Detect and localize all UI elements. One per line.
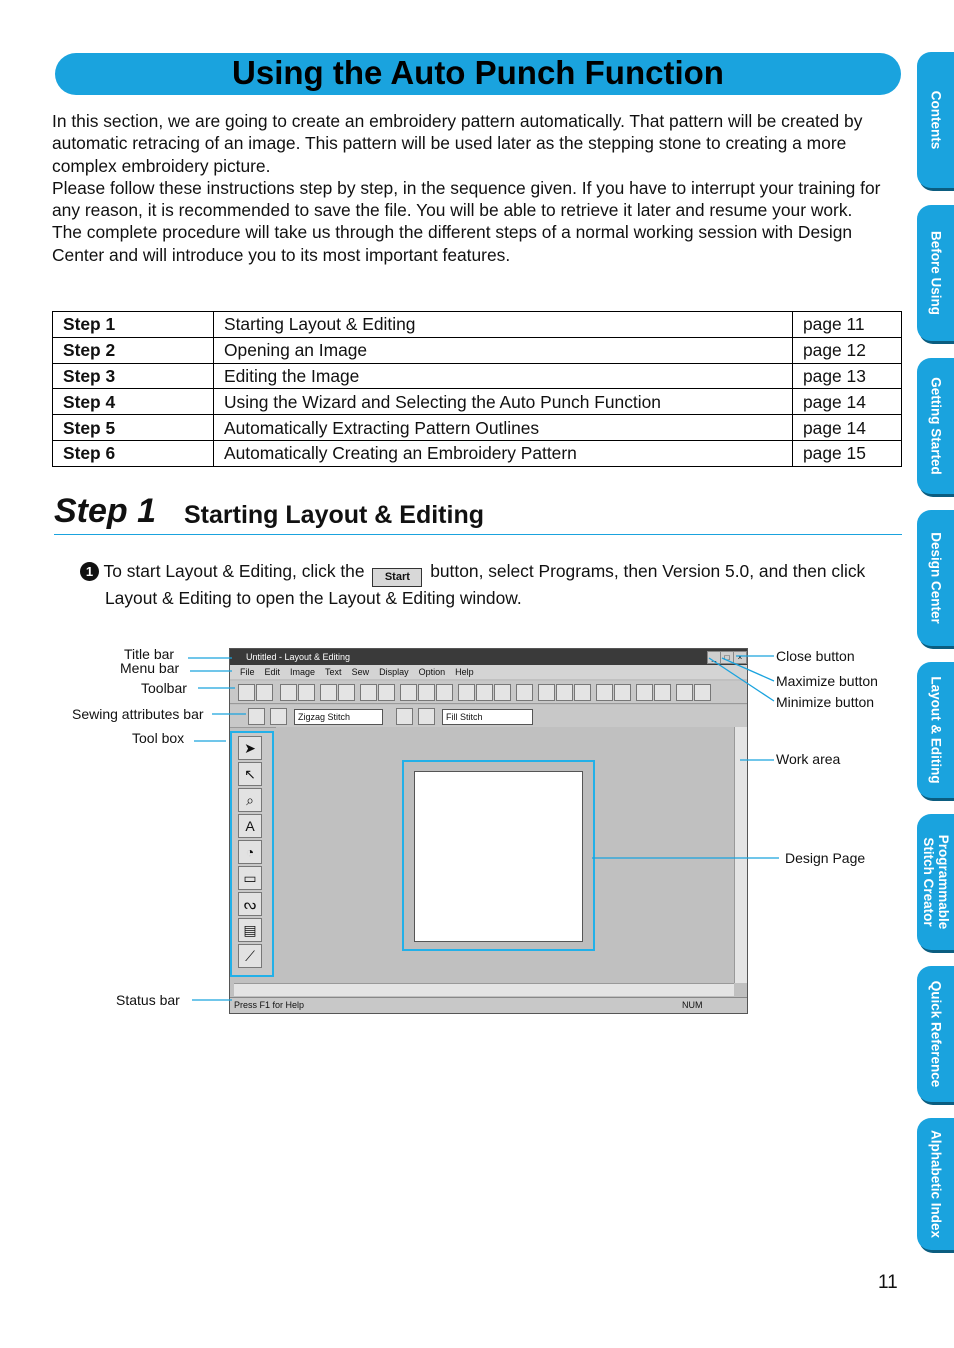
step-cell: Step 5 xyxy=(53,415,214,441)
callout-design-page: Design Page xyxy=(785,850,866,866)
tab-label: Getting Started xyxy=(928,377,943,475)
menu-item[interactable]: Text xyxy=(325,667,342,677)
outline-icon[interactable]: ᔓ xyxy=(238,892,262,916)
desc-cell: Editing the Image xyxy=(214,363,793,389)
tab-label: Design Center xyxy=(928,532,943,624)
select-arrow-icon[interactable]: ➤ xyxy=(238,736,262,760)
intro-paragraph: In this section, we are going to create an embroidery pattern automatically. That pattern will be created by automatic retracing of an image. This pattern will be used later as the stepping stone to creating a more complex embroidery picture. xyxy=(52,111,863,176)
tab-before-using[interactable] xyxy=(917,205,954,341)
zoom-icon[interactable]: ⌕ xyxy=(238,788,262,812)
tab-design-center[interactable] xyxy=(917,510,954,646)
callout-work-area: Work area xyxy=(776,751,841,767)
region-stitch-select[interactable]: Fill Stitch xyxy=(442,709,533,725)
intro-paragraph: Please follow these instructions step by step, in the sequence given. If you have to interrupt your training for any reason, it is recommended to save the file. You will be able to retrieve it later and resume your work. xyxy=(52,177,881,221)
callout-menu-bar: Menu bar xyxy=(120,660,180,676)
page-cell: page 13 xyxy=(793,363,902,389)
maximize-icon[interactable]: □ xyxy=(720,651,734,664)
point-edit-icon[interactable]: ↖ xyxy=(238,762,262,786)
page-cell: page 14 xyxy=(793,389,902,415)
tab-contents[interactable] xyxy=(917,52,954,188)
menu-item[interactable]: Display xyxy=(379,667,409,677)
page-title: Using the Auto Punch Function xyxy=(232,54,724,91)
stitch-pattern-icon[interactable]: ▤ xyxy=(238,918,262,942)
menu-item[interactable]: File xyxy=(240,667,255,677)
text-icon[interactable]: A xyxy=(238,814,262,838)
callout-toolbar: Toolbar xyxy=(141,680,187,696)
desc-cell: Automatically Creating an Embroidery Pattern xyxy=(214,440,793,466)
step1-title: Starting Layout & Editing xyxy=(184,501,484,529)
callout-maximize-button: Maximize button xyxy=(776,673,878,689)
callout-minimize-button: Minimize button xyxy=(776,694,875,710)
tab-label: Programmable Stitch Creator xyxy=(920,834,951,930)
menu-item[interactable]: Image xyxy=(290,667,316,677)
step-cell: Step 3 xyxy=(53,363,214,389)
tab-label: Before Using xyxy=(928,230,943,316)
tab-label: Alphabetic Index xyxy=(928,1129,943,1239)
callout-sewing-attributes-bar: Sewing attributes bar xyxy=(72,706,204,722)
page-number: 11 xyxy=(878,1272,898,1293)
callout-status-bar: Status bar xyxy=(116,992,180,1008)
step-cell: Step 6 xyxy=(53,440,214,466)
callout-close-button: Close button xyxy=(776,648,855,664)
instruction-text: To start Layout & Editing, click the xyxy=(103,561,365,581)
step-cell: Step 1 xyxy=(53,312,214,338)
page-cell: page 15 xyxy=(793,440,902,466)
desc-cell: Starting Layout & Editing xyxy=(214,312,793,338)
tab-quick-reference[interactable] xyxy=(917,966,954,1102)
instruction-line: Layout & Editing to open the Layout & Editing window. xyxy=(105,588,522,608)
window-title: Untitled - Layout & Editing xyxy=(246,652,351,662)
desc-cell: Using the Wizard and Selecting the Auto Punch Function xyxy=(214,389,793,415)
page-cell: page 14 xyxy=(793,415,902,441)
tab-alphabetic-index[interactable] xyxy=(917,1118,954,1250)
page-cell: page 12 xyxy=(793,337,902,363)
callout-tool-box: Tool box xyxy=(132,730,185,746)
menu-item[interactable]: Help xyxy=(455,667,474,677)
start-button-image: Start xyxy=(372,568,422,587)
instruction-text: button, select Programs, then Version 5.0, and then click xyxy=(430,561,866,581)
tab-getting-started[interactable] xyxy=(917,358,954,494)
close-icon[interactable]: × xyxy=(733,651,747,664)
tab-label: Contents xyxy=(928,90,943,150)
desc-cell: Automatically Extracting Pattern Outlines xyxy=(214,415,793,441)
tab-label: Layout & Editing xyxy=(928,676,943,784)
menu-item[interactable]: Sew xyxy=(351,667,370,677)
rectangle-icon[interactable]: ▭ xyxy=(238,866,262,890)
tab-layout-editing[interactable] xyxy=(917,662,954,798)
step1-number: Step 1 xyxy=(54,492,157,530)
step-cell: Step 2 xyxy=(53,337,214,363)
intro-paragraph: The complete procedure will take us through the different steps of a normal working session with Design Center and will introduce you to its most important features. xyxy=(52,222,853,265)
callout-title-bar: Title bar xyxy=(124,646,175,662)
page-cell: page 11 xyxy=(793,312,902,338)
measure-icon[interactable]: ⟋ xyxy=(238,944,262,968)
line-stitch-select[interactable]: Zigzag Stitch xyxy=(294,709,383,725)
shape-icon[interactable]: ◔ xyxy=(238,840,262,864)
menu-item[interactable]: Option xyxy=(418,667,446,677)
tab-label: Quick Reference xyxy=(928,980,943,1088)
tab-programmable-stitch-creator[interactable] xyxy=(917,814,954,950)
step-cell: Step 4 xyxy=(53,389,214,415)
menu-item[interactable]: Edit xyxy=(264,667,281,677)
minimize-icon[interactable]: _ xyxy=(707,651,721,664)
bullet-number: 1 xyxy=(80,562,99,581)
status-text: Press F1 for Help xyxy=(234,1000,305,1010)
status-num: NUM xyxy=(682,1000,703,1010)
desc-cell: Opening an Image xyxy=(214,337,793,363)
